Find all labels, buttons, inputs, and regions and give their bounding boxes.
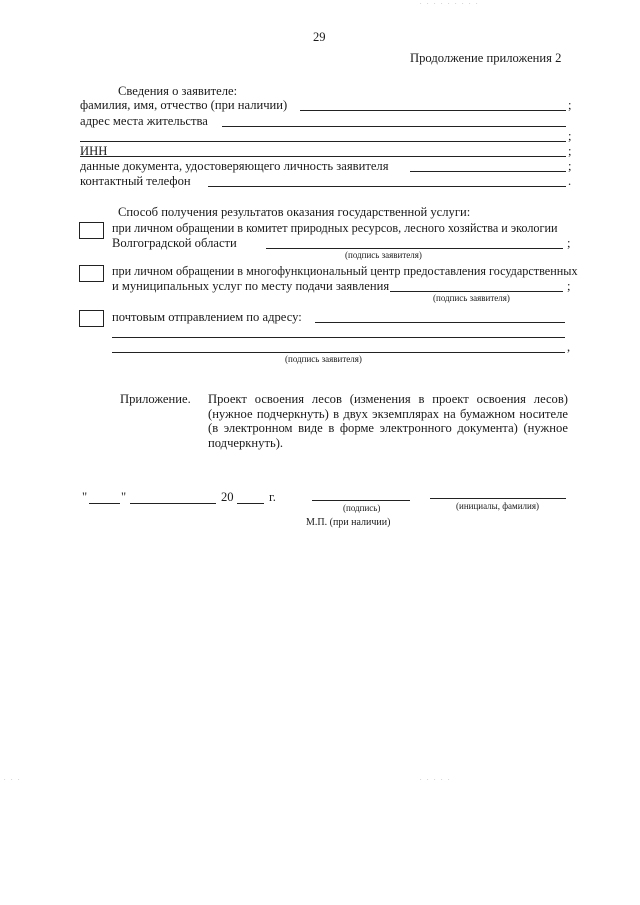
option-committee-signature-field[interactable]: [266, 248, 563, 249]
option-committee-semicolon: ;: [567, 236, 571, 250]
inn-field[interactable]: [80, 156, 566, 157]
applicant-heading: Сведения о заявителе:: [118, 84, 238, 98]
page-number: 29: [313, 30, 326, 44]
full-name-label: фамилия, имя, отчество (при наличии): [80, 98, 288, 112]
option-mfc-signature-field[interactable]: [390, 291, 563, 292]
signature-caption: (подпись): [343, 503, 381, 513]
address-field-line-1[interactable]: [222, 126, 566, 127]
id-document-label: данные документа, удостоверяющего личность заявителя: [80, 159, 389, 173]
scan-artifact-bottom-left: . . .: [4, 776, 22, 782]
option-mail-address-line-3[interactable]: [112, 352, 565, 353]
initials-caption: (инициалы, фамилия): [456, 501, 539, 511]
phone-period: .: [568, 174, 572, 188]
date-year-field[interactable]: [237, 503, 264, 504]
date-quote-open: ": [82, 490, 88, 504]
option-mfc-caption: (подпись заявителя): [433, 293, 510, 303]
address-field-line-2[interactable]: [80, 141, 566, 142]
date-quote-close: ": [121, 490, 127, 504]
full-name-semicolon: ;: [568, 98, 572, 112]
option-mail-checkbox[interactable]: [79, 310, 104, 327]
option-mail-label: почтовым отправлением по адресу:: [112, 310, 302, 324]
date-year-suffix: г.: [269, 490, 276, 504]
continuation-title: Продолжение приложения 2: [410, 51, 562, 65]
scan-artifact-top: . . . . . . . . .: [420, 0, 480, 6]
date-month-field[interactable]: [130, 503, 216, 504]
phone-field[interactable]: [208, 186, 566, 187]
option-committee-label-2: Волгоградской области: [112, 236, 237, 250]
option-mfc-checkbox[interactable]: [79, 265, 104, 282]
id-document-semicolon: ;: [568, 159, 572, 173]
address-semicolon: ;: [568, 129, 572, 143]
option-mail-comma: ,: [567, 340, 571, 354]
option-mail-caption: (подпись заявителя): [285, 354, 362, 364]
phone-label: контактный телефон: [80, 174, 191, 188]
date-year-prefix: 20: [221, 490, 234, 504]
option-mfc-semicolon: ;: [567, 279, 571, 293]
address-label: адрес места жительства: [80, 114, 208, 128]
option-mail-address-line-2[interactable]: [112, 337, 565, 338]
stamp-note: М.П. (при наличии): [306, 517, 391, 528]
date-day-field[interactable]: [89, 503, 120, 504]
option-committee-caption: (подпись заявителя): [345, 250, 422, 260]
signature-field[interactable]: [312, 500, 410, 501]
method-heading: Способ получения результатов оказания государственной услуги:: [118, 205, 471, 219]
option-committee-label-1: при личном обращении в комитет природных ресурсов, лесного хозяйства и экологии: [112, 221, 558, 235]
id-document-field[interactable]: [410, 171, 566, 172]
attachment-label: Приложение.: [120, 392, 191, 406]
option-mfc-label-2: и муниципальных услуг по месту подачи заявления: [112, 279, 390, 293]
option-committee-checkbox[interactable]: [79, 222, 104, 239]
full-name-field[interactable]: [300, 110, 566, 111]
option-mfc-label-1: при личном обращении в многофункциональный центр предоставления государственных: [112, 264, 578, 278]
scan-artifact-bottom-right: . . . . .: [420, 776, 452, 782]
attachment-text: Проект освоения лесов (изменения в проект освоения лесов) (нужное подчеркнуть) в двух экземплярах на бумажном носителе (в электронном виде в форме электронного документа) (нужное подчеркнуть).: [208, 392, 568, 450]
inn-semicolon: ;: [568, 144, 572, 158]
option-mail-address-line-1[interactable]: [315, 322, 565, 323]
initials-field[interactable]: [430, 498, 566, 499]
inn-label: ИНН: [80, 144, 108, 158]
